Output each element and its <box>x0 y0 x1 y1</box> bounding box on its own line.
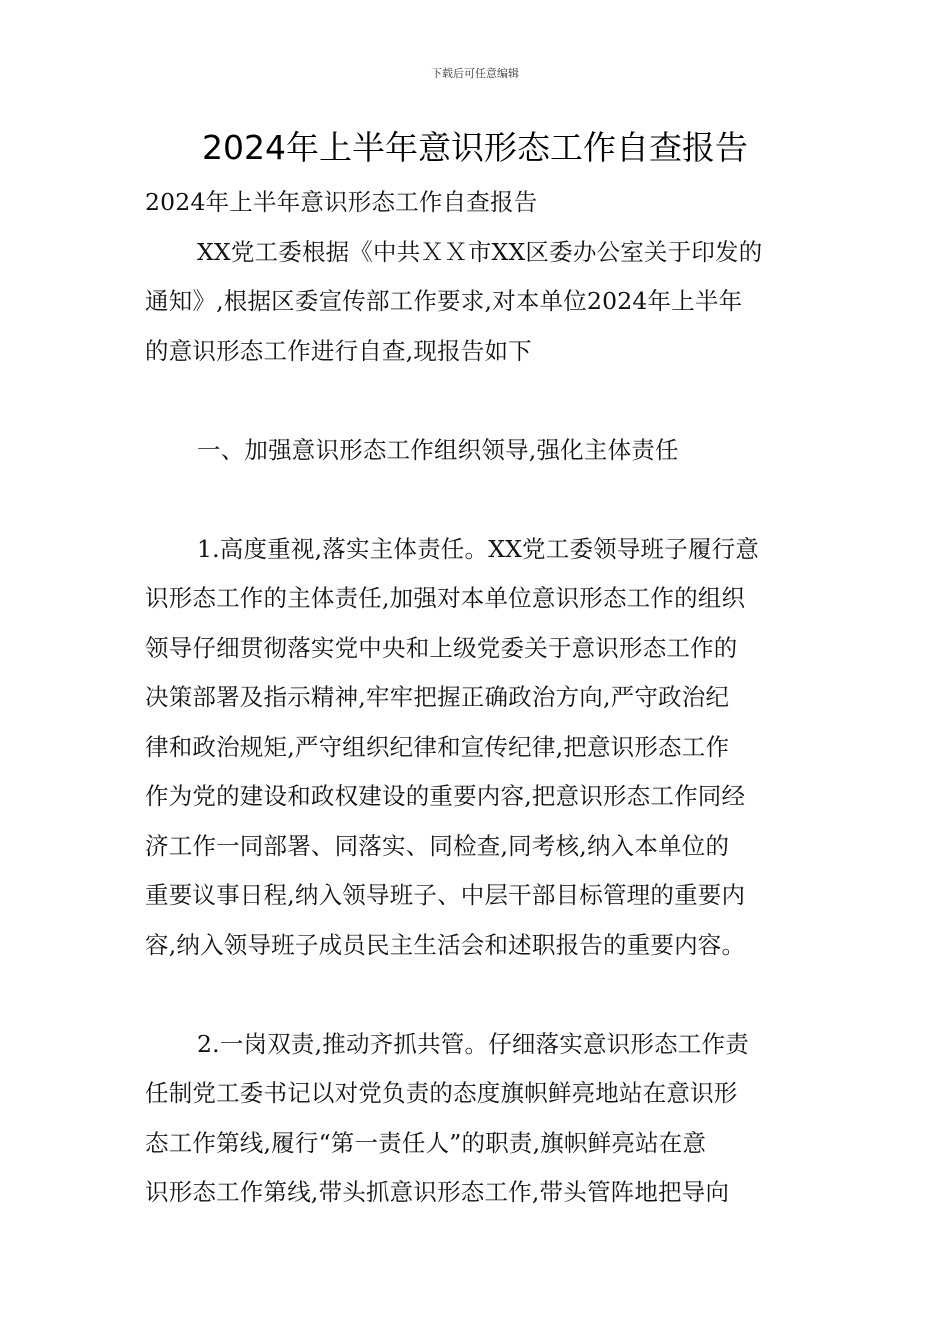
paragraph-gap <box>145 970 807 1020</box>
paragraph-gap <box>145 475 807 525</box>
paragraph-line: 济工作一同部署、同落实、同检查,同考核,纳入本单位的 <box>145 831 730 860</box>
paragraph-line: 任制党工委书记以对党负责的态度旗帜鲜亮地站在意识形 <box>145 1079 738 1107</box>
section-heading: 一、加强意识形态工作组织领导,强化主体责任 <box>197 435 679 464</box>
paragraph-line: 重要议事日程,纳入领导班子、中层干部目标管理的重要内 <box>145 881 746 909</box>
document-subtitle: 2024年上半年意识形态工作自查报告 <box>145 188 538 216</box>
document-title: 2024年上半年意识形态工作自查报告 <box>202 128 748 167</box>
item-1-paragraph <box>145 525 807 971</box>
paragraph-line: 2.一岗双责,推动齐抓共管。仔细落实意识形态工作责 <box>197 1029 749 1058</box>
paragraph-line: 的意识形态工作进行自查,现报告如下 <box>145 336 532 365</box>
paragraph-line: 律和政治规矩,严守组织纪律和宣传纪律,把意识形态工作 <box>145 732 730 761</box>
paragraph-line: 1.高度重视,落实主体责任。XX党工委领导班子履行意 <box>197 534 760 563</box>
paragraph-line: 态工作第线,履行“第一责任人”的职责,旗帜鲜亮站在意 <box>145 1128 707 1157</box>
paragraph-line: 决策部署及指示精神,牢牢把握正确政治方向,严守政治纪 <box>145 683 730 711</box>
paragraph-line: 容,纳入领导班子成员民主生活会和述职报告的重要内容。 <box>145 930 746 959</box>
paragraph-line: 作为党的建设和政权建设的重要内容,把意识形态工作同经 <box>145 782 746 810</box>
item-2-paragraph <box>145 1020 807 1218</box>
paragraph-line: 通知》,根据区委宣传部工作要求,对本单位2024年上半年 <box>145 287 743 315</box>
intro-paragraph <box>145 228 807 377</box>
paragraph-gap <box>145 376 807 426</box>
paragraph-line: 领导仔细贯彻落实党中央和上级党委关于意识形态工作的 <box>145 633 738 662</box>
header-note: 下载后可任意编辑 <box>431 67 519 80</box>
paragraph-line: 识形态工作第线,带头抓意识形态工作,带头管阵地把导向 <box>145 1178 730 1206</box>
paragraph-line: XX党工委根据《中共ＸＸ市XX区委办公室关于印发的 <box>197 237 763 266</box>
document-body <box>145 178 807 1218</box>
paragraph-line: 识形态工作的主体责任,加强对本单位意识形态工作的组织 <box>145 584 746 612</box>
